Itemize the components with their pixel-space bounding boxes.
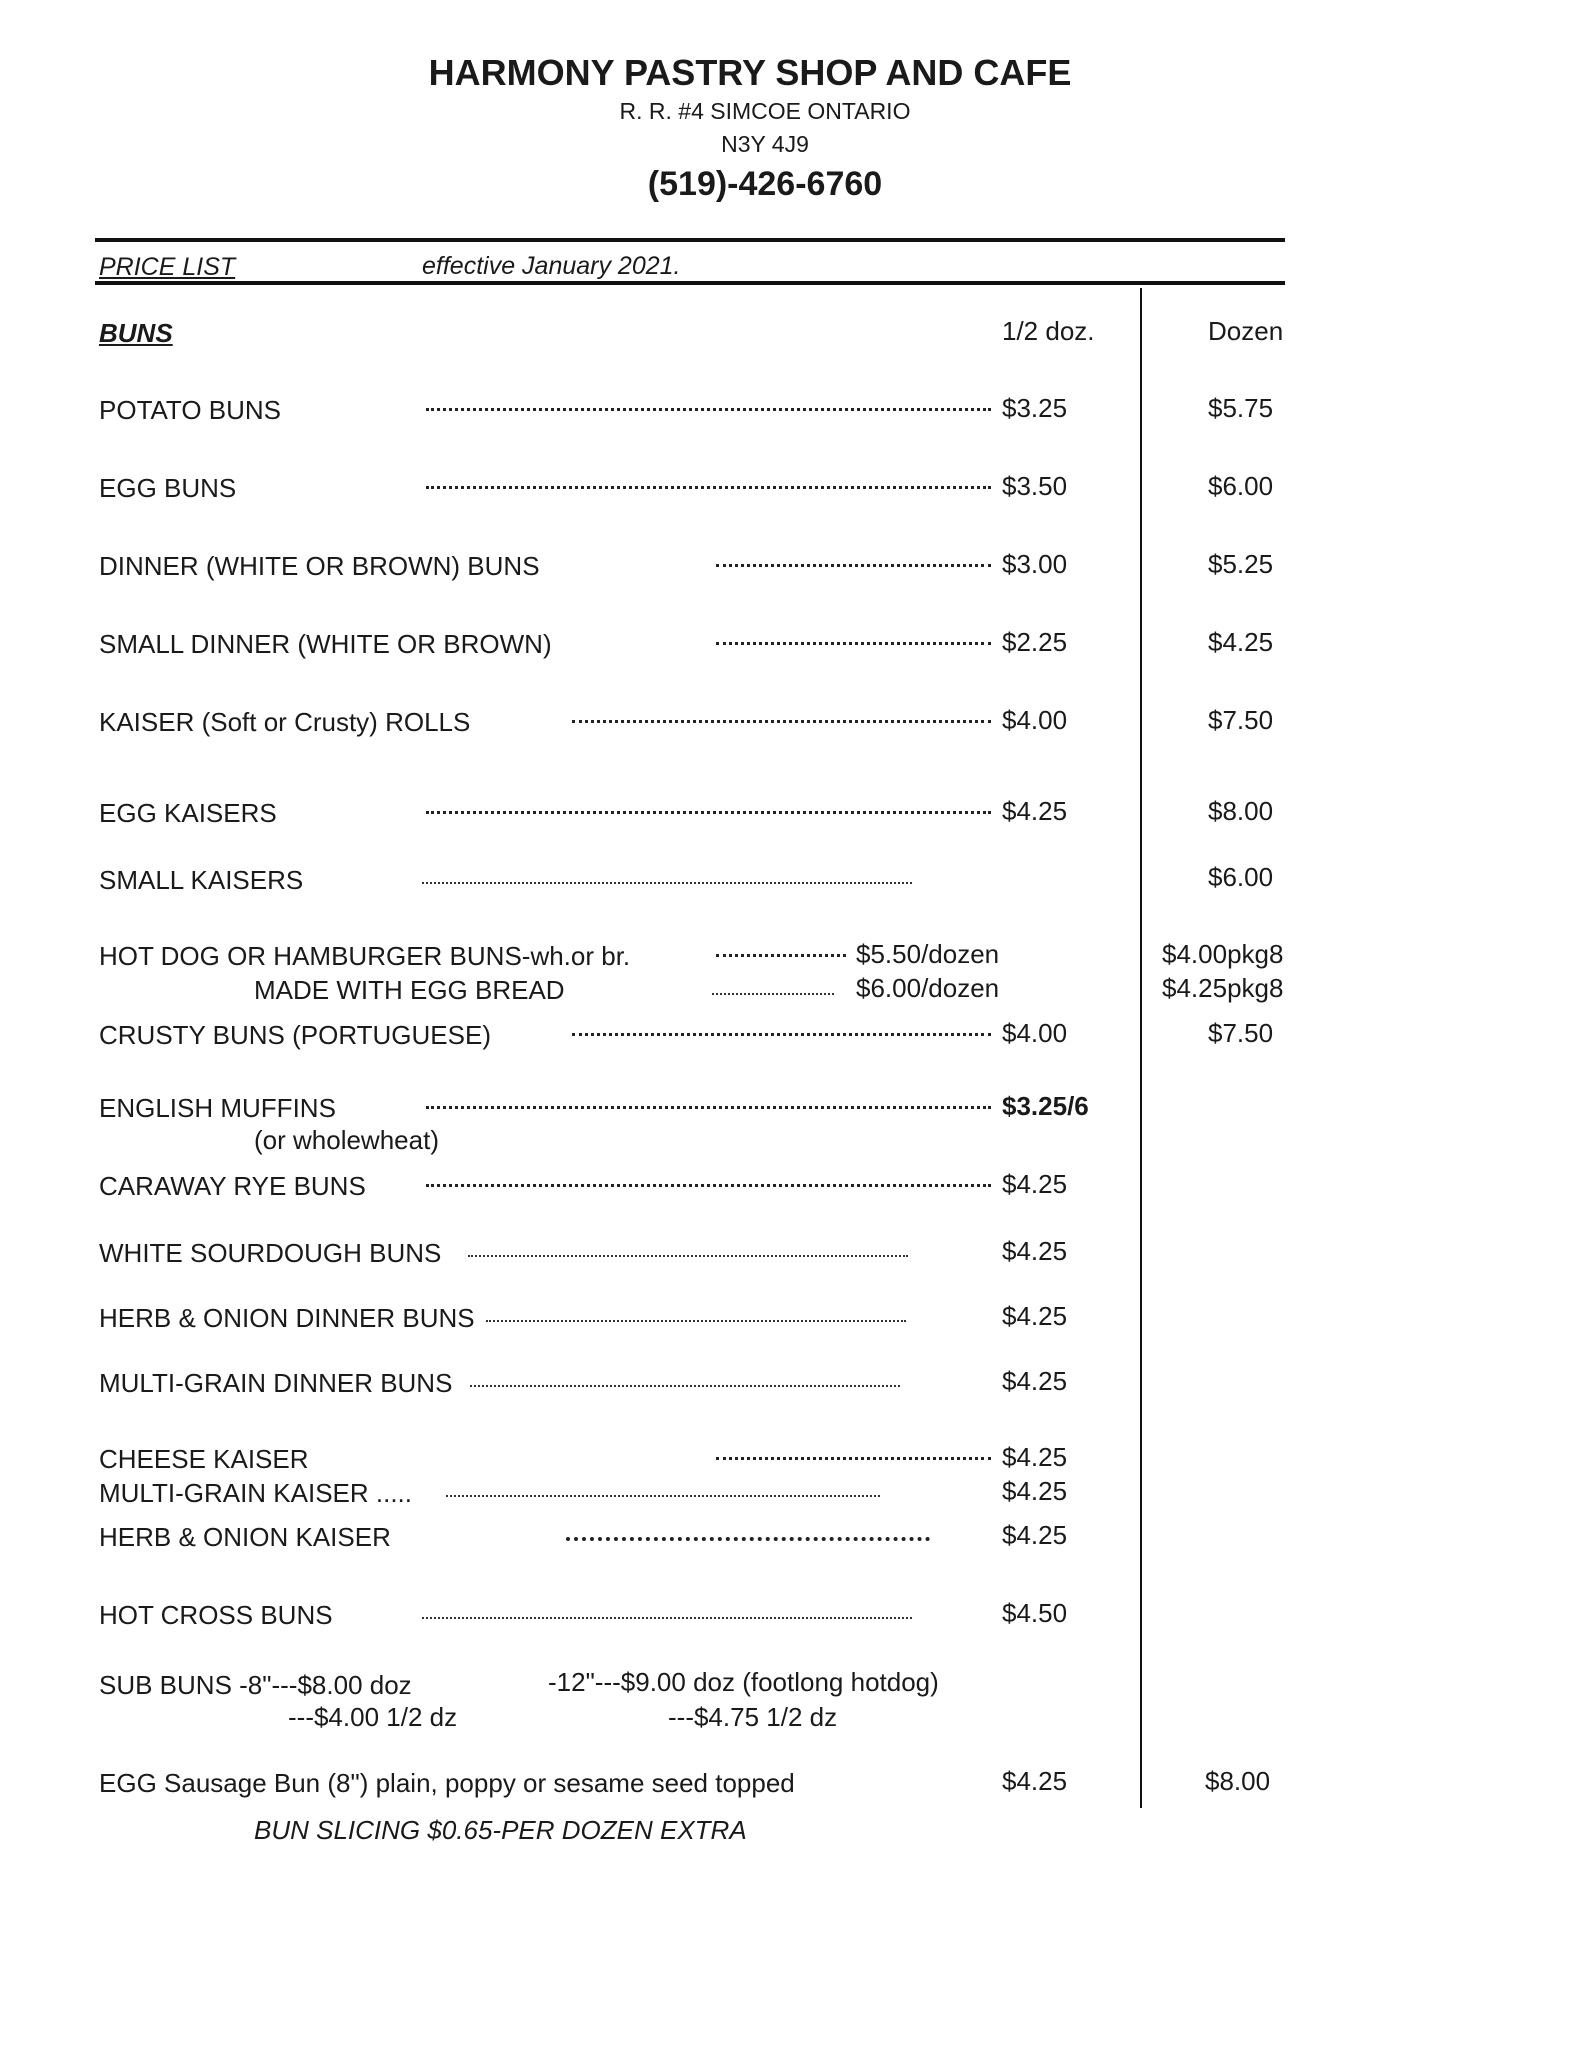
effective-date: effective January 2021. xyxy=(422,252,681,280)
bun-slicing-note: BUN SLICING $0.65-PER DOZEN EXTRA xyxy=(254,1815,747,1845)
leader-dots xyxy=(446,1495,880,1497)
list-item: CHEESE KAISER xyxy=(99,1444,309,1474)
column-header-half-dozen: 1/2 doz. xyxy=(1002,316,1095,346)
dozen-price: $8.00 xyxy=(1208,796,1274,826)
list-item: MULTI-GRAIN KAISER ..... xyxy=(99,1478,413,1508)
leader-dots xyxy=(426,1106,991,1109)
leader-dots xyxy=(468,1255,908,1257)
leader-dots xyxy=(422,882,912,884)
list-item: HOT DOG OR HAMBURGER BUNS-wh.or br. xyxy=(99,941,631,971)
column-divider xyxy=(1140,288,1142,1808)
dozen-price: $6.00 xyxy=(1208,471,1274,501)
leader-dots xyxy=(426,1184,991,1187)
list-item: WHITE SOURDOUGH BUNS xyxy=(99,1238,442,1268)
dozen-price: $5.25 xyxy=(1208,549,1274,579)
list-item: KAISER (Soft or Crusty) ROLLS xyxy=(99,707,471,737)
half-dozen-price: $4.25 xyxy=(1002,796,1068,826)
half-dozen-price: $4.25 xyxy=(1002,1169,1068,1199)
sub-buns-12inch-half: ---$4.75 1/2 dz xyxy=(668,1702,838,1732)
list-item: EGG Sausage Bun (8") plain, poppy or sesame seed topped xyxy=(99,1768,795,1798)
leader-dots xyxy=(426,408,991,411)
half-dozen-price: $4.25 xyxy=(1002,1476,1068,1506)
half-dozen-price: $4.25 xyxy=(1002,1301,1068,1331)
price-list-label: PRICE LIST xyxy=(99,253,236,281)
leader-dots xyxy=(716,954,846,957)
per-dozen-price: $5.50/dozen xyxy=(856,939,1000,969)
half-dozen-price: $3.25/6 xyxy=(1002,1091,1089,1121)
list-item: CRUSTY BUNS (PORTUGUESE) xyxy=(99,1020,491,1050)
sub-buns-8inch-half: ---$4.00 1/2 dz xyxy=(288,1702,458,1732)
list-item: HERB & ONION DINNER BUNS xyxy=(99,1303,475,1333)
shop-name: HARMONY PASTRY SHOP AND CAFE xyxy=(428,52,1072,93)
shop-address: R. R. #4 SIMCOE ONTARIO xyxy=(619,98,911,124)
list-item: POTATO BUNS xyxy=(99,395,282,425)
column-header-dozen: Dozen xyxy=(1208,316,1284,346)
half-dozen-price: $4.25 xyxy=(1002,1766,1068,1796)
list-item: CARAWAY RYE BUNS xyxy=(99,1171,366,1201)
list-item: MULTI-GRAIN DINNER BUNS xyxy=(99,1368,453,1398)
section-title: BUNS xyxy=(99,318,173,348)
leader-dots xyxy=(470,1385,900,1387)
half-dozen-price: $4.25 xyxy=(1002,1236,1068,1266)
list-item: ENGLISH MUFFINS xyxy=(99,1093,336,1123)
dozen-price: $5.75 xyxy=(1208,393,1274,423)
leader-dots xyxy=(566,1537,930,1541)
package-price: $4.25pkg8 xyxy=(1162,973,1284,1003)
list-item: DINNER (WHITE OR BROWN) BUNS xyxy=(99,551,540,581)
list-item-note: (or wholewheat) xyxy=(254,1125,439,1155)
leader-dots xyxy=(422,1617,912,1619)
half-dozen-price: $4.25 xyxy=(1002,1520,1068,1550)
dozen-price: $7.50 xyxy=(1208,1018,1274,1048)
list-item: SMALL KAISERS xyxy=(99,865,304,895)
dozen-price: $6.00 xyxy=(1208,862,1274,892)
dozen-price: $4.25 xyxy=(1208,627,1274,657)
list-item: SMALL DINNER (WHITE OR BROWN) xyxy=(99,629,552,659)
list-item: EGG KAISERS xyxy=(99,798,277,828)
half-dozen-price: $2.25 xyxy=(1002,627,1068,657)
shop-postal-code: N3Y 4J9 xyxy=(721,131,809,157)
half-dozen-price: $3.50 xyxy=(1002,471,1068,501)
leader-dots xyxy=(716,1457,991,1460)
top-rule xyxy=(95,238,1285,242)
list-item: HOT CROSS BUNS xyxy=(99,1600,333,1630)
leader-dots xyxy=(426,811,991,814)
package-price: $4.00pkg8 xyxy=(1162,939,1284,969)
sub-buns-8inch: SUB BUNS -8"---$8.00 doz xyxy=(99,1670,412,1700)
list-item: MADE WITH EGG BREAD xyxy=(254,975,565,1005)
half-dozen-price: $3.00 xyxy=(1002,549,1068,579)
per-dozen-price: $6.00/dozen xyxy=(856,973,1000,1003)
half-dozen-price: $4.50 xyxy=(1002,1598,1068,1628)
half-dozen-price: $4.00 xyxy=(1002,705,1068,735)
leader-dots xyxy=(716,642,991,645)
leader-dots xyxy=(712,993,834,995)
bottom-rule xyxy=(95,281,1285,285)
sub-buns-12inch: -12"---$9.00 doz (footlong hotdog) xyxy=(548,1667,939,1697)
leader-dots xyxy=(572,1033,991,1036)
shop-phone: (519)-426-6760 xyxy=(647,165,883,203)
leader-dots xyxy=(426,486,991,489)
list-item: HERB & ONION KAISER xyxy=(99,1522,391,1552)
leader-dots xyxy=(572,720,991,723)
dozen-price: $8.00 xyxy=(1205,1766,1271,1796)
half-dozen-price: $4.25 xyxy=(1002,1366,1068,1396)
leader-dots xyxy=(486,1320,906,1322)
list-item: EGG BUNS xyxy=(99,473,237,503)
half-dozen-price: $4.00 xyxy=(1002,1018,1068,1048)
half-dozen-price: $4.25 xyxy=(1002,1442,1068,1472)
leader-dots xyxy=(716,564,991,567)
half-dozen-price: $3.25 xyxy=(1002,393,1068,423)
dozen-price: $7.50 xyxy=(1208,705,1274,735)
